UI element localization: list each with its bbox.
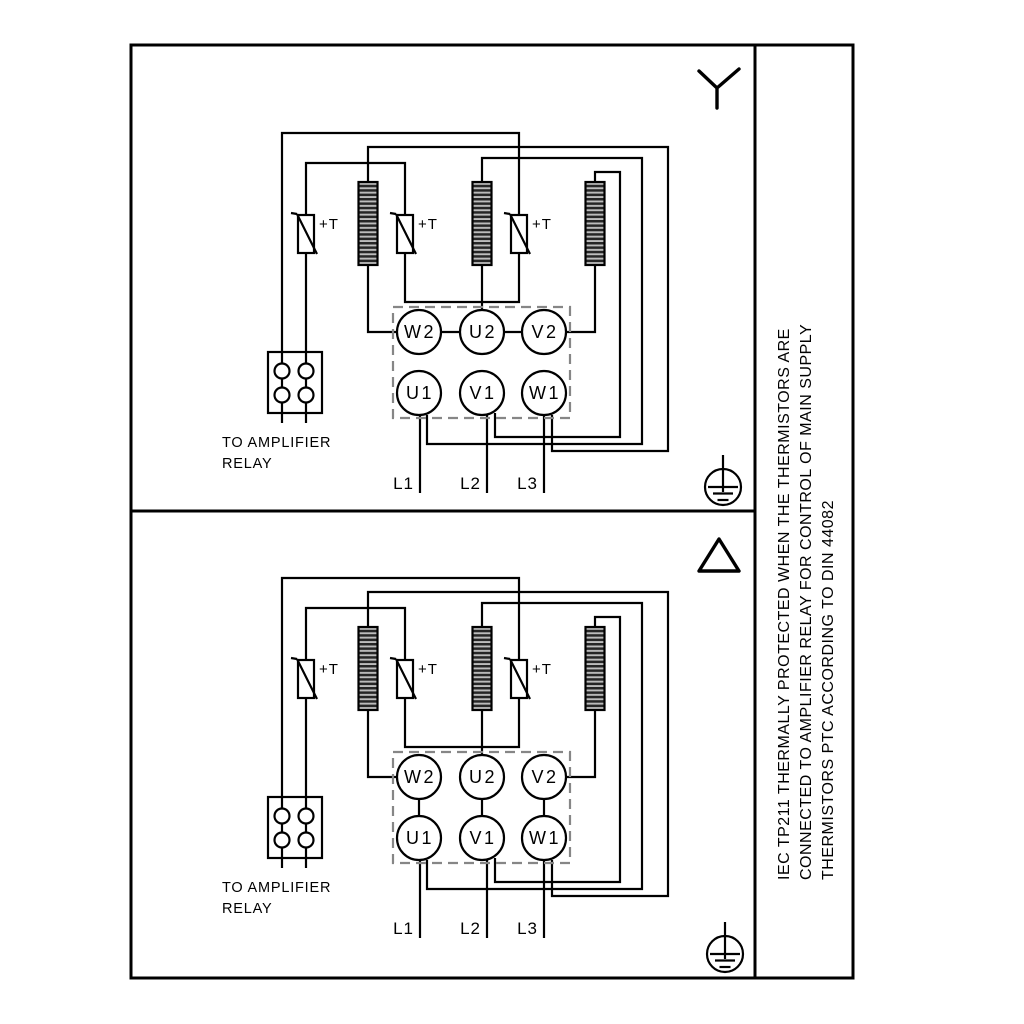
motor-winding-coil-3: [586, 182, 605, 265]
motor-winding-coil-2: [473, 182, 492, 265]
note-line-2: CONNECTED TO AMPLIFIER RELAY FOR CONTROL OF MAIN SUPPLY: [798, 323, 815, 880]
supply-L3-label: L3: [517, 474, 538, 493]
star-connection-icon: [699, 69, 739, 108]
ptc-thermistor-icon-3: [504, 213, 530, 254]
terminal-V1-label: V1: [469, 383, 497, 403]
protective-earth-icon: [705, 455, 741, 505]
terminal-W1-label: W1: [529, 383, 561, 403]
amplifier-relay-connector: [268, 352, 322, 413]
thermistor3-label: +T: [532, 216, 552, 233]
relay-caption-line1: TO AMPLIFIER: [222, 435, 332, 451]
wire-thermistor2-to-thermistor3: [405, 253, 519, 302]
note-line-3: THERMISTORS PTC ACCORDING TO DIN 44082: [820, 500, 837, 880]
terminal-U2-label: U2: [468, 322, 498, 342]
terminal-V2-label: V2: [531, 322, 559, 342]
ptc-thermistor-icon-1: [291, 213, 317, 254]
terminal-W2-label: W2: [404, 322, 436, 342]
motor-circuit-panel-delta: [222, 578, 668, 938]
wire-thermistor1-to-thermistor2: [306, 163, 405, 215]
supply-L2-label: L2: [460, 474, 481, 493]
thermistor1-label: +T: [319, 216, 339, 233]
thermistor2-label: +T: [418, 216, 438, 233]
relay-caption-line2: RELAY: [222, 456, 273, 472]
delta-bridge-links: [419, 799, 544, 817]
note-column: [776, 324, 837, 880]
motor-circuit-panel: [222, 133, 668, 493]
protective-earth-icon-bottom: [707, 922, 743, 972]
wire-coil3-to-V2: [566, 265, 595, 332]
note-line-1: IEC TP211 THERMALLY PROTECTED WHEN THE THERMISTORS ARE: [776, 328, 793, 880]
supply-L1-label: L1: [393, 474, 414, 493]
motor-winding-coil-1: [359, 182, 378, 265]
terminal-U1-label: U1: [405, 383, 435, 403]
delta-connection-icon: [699, 539, 739, 571]
ptc-thermistor-icon-2: [390, 213, 416, 254]
